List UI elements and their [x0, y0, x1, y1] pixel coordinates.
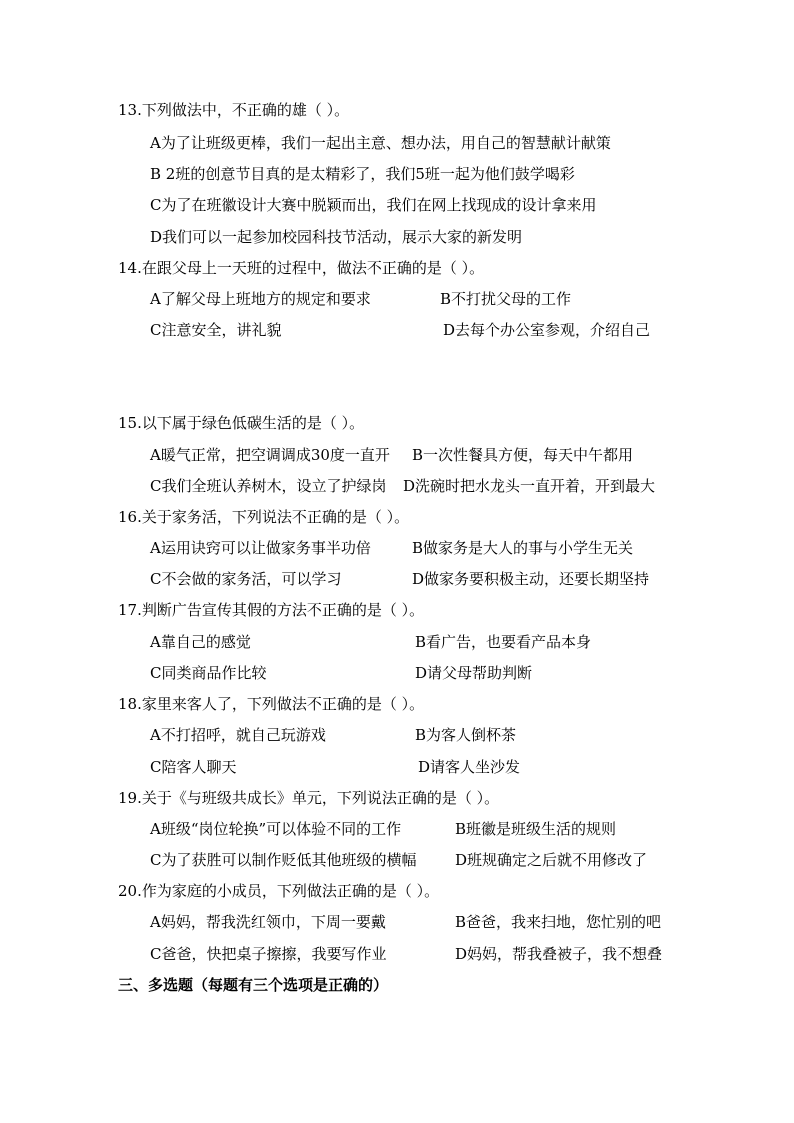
question-18-option-a: A不打招呼，就自己玩游戏 [150, 726, 326, 744]
question-20-option-b: B爸爸，我来扫地，您忙别的吧 [455, 913, 662, 931]
question-18-option-b: B为客人倒杯茶 [415, 726, 517, 744]
question-15-stem: 15.以下属于绿色低碳生活的是（ ）。 [118, 414, 365, 432]
section-heading-multiple-choice: 三、多选题（每题有三个选项是正确的） [118, 976, 389, 994]
question-20-option-c: C爸爸，快把桌子擦擦，我要写作业 [150, 945, 387, 963]
question-17-stem: 17.判断广告宣传其假的方法不正确的是（ ）。 [118, 601, 425, 619]
question-14-option-b: B不打扰父母的工作 [440, 290, 572, 308]
question-16-option-b: B做家务是大人的事与小学生无关 [412, 539, 634, 557]
question-14-option-d: D去每个办公室参观，介绍自己 [443, 321, 651, 339]
question-17-option-d: D请父母帮助判断 [415, 664, 533, 682]
question-18-stem: 18.家里来客人了，下列做法不正确的是（ ）。 [118, 695, 425, 713]
question-15-option-a: A暖气正常，把空调调成30度一直开 [150, 446, 390, 464]
question-14-option-c: C注意安全，讲礼貌 [150, 321, 282, 339]
question-16-option-d: D做家务要积极主动，还要长期坚持 [412, 570, 650, 588]
question-16-option-a: A运用诀窍可以让做家务事半功倍 [150, 539, 371, 557]
question-13-option-c: C为了在班徽设计大赛中脱颖而出，我们在网上找现成的设计拿来用 [150, 196, 597, 214]
question-19-option-c: C为了获胜可以制作贬低其他班级的横幅 [150, 851, 417, 869]
question-19-option-b: B班徽是班级生活的规则 [455, 820, 617, 838]
question-20-stem: 20.作为家庭的小成员，下列做法正确的是（ ）。 [118, 882, 440, 900]
question-18-option-d: D请客人坐沙发 [418, 758, 521, 776]
question-17-option-c: C同类商品作比较 [150, 664, 267, 682]
question-15-option-b: B一次性餐具方便，每天中午都用 [412, 446, 634, 464]
question-13-option-d: D我们可以一起参加校园科技节活动，展示大家的新发明 [150, 228, 523, 246]
question-14-stem: 14.在跟父母上一天班的过程中，做法不正确的是（ ）。 [118, 259, 485, 277]
question-13-option-a: A为了让班级更棒，我们一起出主意、想办法，用自己的智慧献计献策 [150, 134, 611, 152]
question-15-option-d: D洗碗时把水龙头一直开着，开到最大 [403, 477, 656, 495]
question-20-option-a: A妈妈，帮我洗红领巾，下周一要戴 [150, 913, 386, 931]
question-19-option-a: A班级“岗位轮换”可以体验不同的工作 [150, 820, 402, 838]
question-16-stem: 16.关于家务活，下列说法不正确的是（ ）。 [118, 508, 410, 526]
question-16-option-c: C不会做的家务活，可以学习 [150, 570, 342, 588]
question-17-option-a: A靠自己的感觉 [150, 633, 251, 651]
question-19-option-d: D班规确定之后就不用修改了 [455, 851, 648, 869]
question-13-stem: 13.下列做法中，不正确的雄（ ）。 [118, 101, 350, 119]
question-14-option-a: A了解父母上班地方的规定和要求 [150, 290, 371, 308]
question-13-option-b: B 2班的创意节目真的是太精彩了，我们5班一起为他们鼓学喝彩 [150, 165, 575, 183]
question-17-option-b: B看广告，也要看产品本身 [415, 633, 592, 651]
question-15-option-c: C我们全班认养树木，设立了护绿岗 [150, 477, 387, 495]
question-20-option-d: D妈妈，帮我叠被子，我不想叠 [455, 945, 663, 963]
question-19-stem: 19.关于《与班级共成长》单元，下列说法正确的是（ ）。 [118, 789, 500, 807]
question-18-option-c: C陪客人聊天 [150, 758, 237, 776]
